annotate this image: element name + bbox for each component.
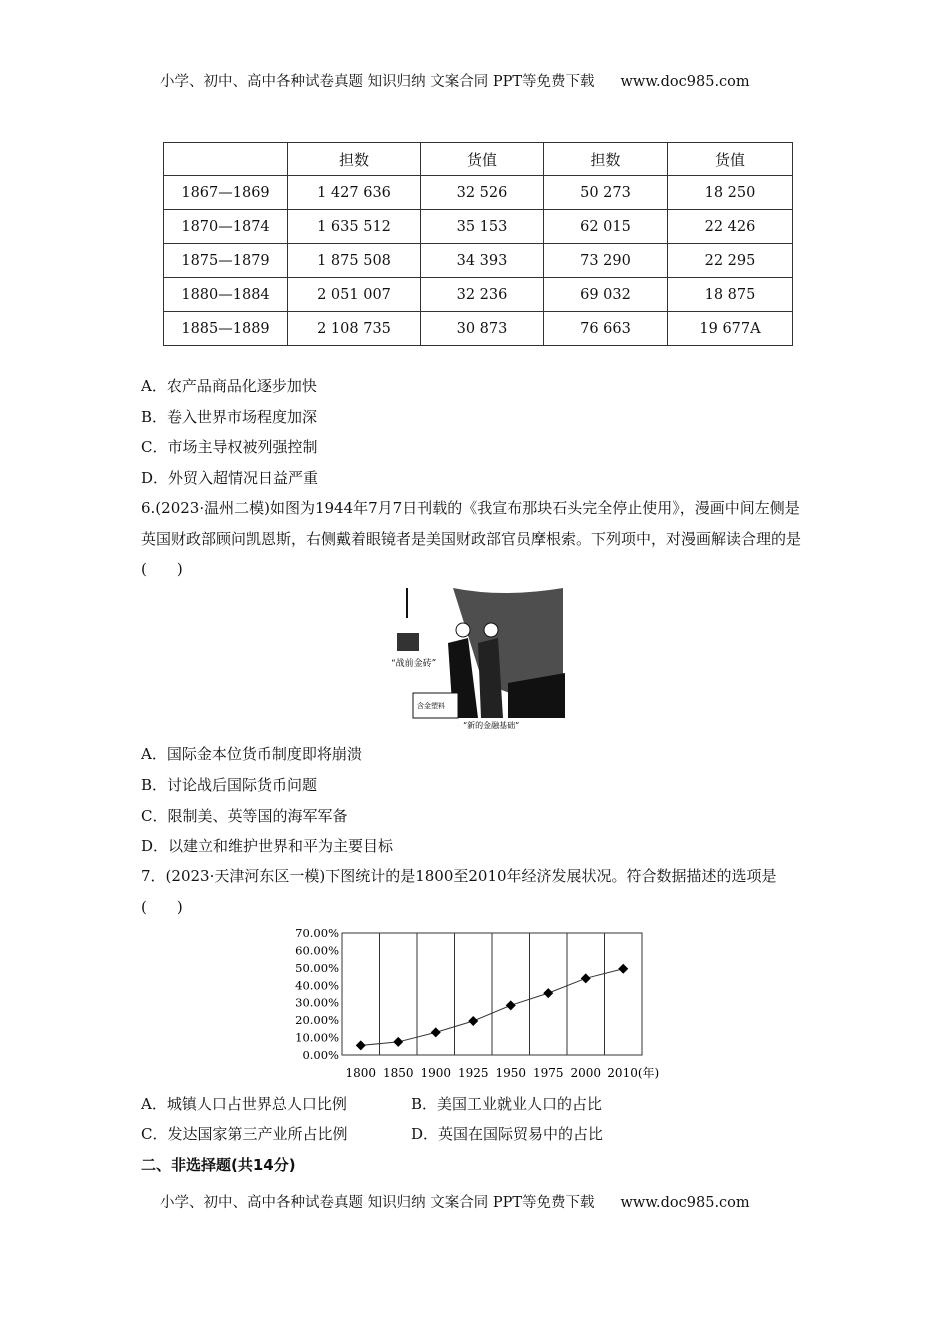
y-tick-label: 0.00% <box>302 1048 339 1062</box>
table-cell: 32 236 <box>421 278 544 312</box>
x-tick-label: 2000 <box>570 1066 602 1080</box>
question-7: 7．(2023·天津河东区一模)下图统计的是1800至2010年经济发展状况。符合数据描述的选项是( ) <box>141 867 777 916</box>
column-header: 担数 <box>544 143 668 176</box>
y-tick-label: 10.00% <box>295 1030 339 1045</box>
gold-brick-icon <box>397 633 419 651</box>
table-cell: 1875—1879 <box>164 244 288 278</box>
option-c: C．限制美、英等国的海军军备 <box>141 807 348 825</box>
table-cell: 18 250 <box>668 176 793 210</box>
table-cell: 32 526 <box>421 176 544 210</box>
cartoon-image <box>383 588 565 732</box>
y-tick-label: 30.00% <box>295 995 339 1010</box>
trade-table <box>163 142 793 346</box>
column-header: 货值 <box>668 143 793 176</box>
table-cell: 35 153 <box>421 210 544 244</box>
table-row <box>164 210 793 244</box>
table-cell: 62 015 <box>544 210 668 244</box>
x-tick-label: 2010(年) <box>607 1066 660 1080</box>
table-cell: 1 875 508 <box>288 244 421 278</box>
x-tick-label: 1800 <box>345 1066 377 1080</box>
page-footer <box>160 1191 750 1212</box>
x-tick-label: 1950 <box>495 1066 527 1080</box>
table-header-row <box>164 143 793 176</box>
option-b: B．卷入世界市场程度加深 <box>141 408 318 426</box>
cartoon-label: “战前金砖” <box>391 659 437 669</box>
data-point <box>393 1037 403 1047</box>
header-url[interactable]: www.doc985.com <box>620 74 750 90</box>
table-cell: 76 663 <box>544 312 668 346</box>
y-tick-label: 70.00% <box>295 926 339 940</box>
data-point <box>506 1000 516 1010</box>
footer-url[interactable]: www.doc985.com <box>620 1195 750 1211</box>
x-tick-label: 1975 <box>532 1066 564 1080</box>
table-row <box>164 244 793 278</box>
table-cell: 1867—1869 <box>164 176 288 210</box>
option-a: A．国际金本位货币制度即将崩溃 <box>141 745 362 763</box>
table-cell: 34 393 <box>421 244 544 278</box>
table-row <box>164 176 793 210</box>
table-cell: 30 873 <box>421 312 544 346</box>
cartoon-label: 含金塑料 <box>417 702 445 710</box>
table-cell: 73 290 <box>544 244 668 278</box>
option-d: D．以建立和维护世界和平为主要目标 <box>141 837 394 855</box>
data-point <box>431 1027 441 1037</box>
option-b: B．讨论战后国际货币问题 <box>141 776 318 794</box>
data-point <box>468 1016 478 1026</box>
table-cell: 1870—1874 <box>164 210 288 244</box>
table-cell: 50 273 <box>544 176 668 210</box>
option-a: A．农产品商品化逐步加快 <box>141 377 317 395</box>
table-cell: 1 635 512 <box>288 210 421 244</box>
data-point <box>581 973 591 983</box>
footer-text: 小学、初中、高中各种试卷真题 知识归纳 文案合同 PPT等免费下载 <box>160 1195 595 1211</box>
x-tick-label: 1925 <box>457 1066 489 1080</box>
option-a: A．城镇人口占世界总人口比例 <box>141 1095 347 1113</box>
section-heading: 二、非选择题(共14分) <box>141 1156 296 1174</box>
line-chart <box>290 920 660 1085</box>
y-tick-label: 20.00% <box>295 1013 339 1028</box>
table-cell: 2 051 007 <box>288 278 421 312</box>
option-d: D．英国在国际贸易中的占比 <box>411 1125 604 1143</box>
y-tick-label: 40.00% <box>295 978 339 993</box>
column-header: 担数 <box>288 143 421 176</box>
table-cell: 1880—1884 <box>164 278 288 312</box>
option-d: D．外贸入超情况日益严重 <box>141 469 319 487</box>
data-point <box>356 1040 366 1050</box>
option-b: B．美国工业就业人口的占比 <box>411 1095 603 1113</box>
data-point <box>543 988 553 998</box>
table-cell: 19 677A <box>668 312 793 346</box>
table-cell: 69 032 <box>544 278 668 312</box>
table-row <box>164 278 793 312</box>
option-c: C．发达国家第三产业所占比例 <box>141 1125 348 1143</box>
cartoon-label: “新的金融基础” <box>463 721 520 730</box>
y-tick-label: 60.00% <box>295 943 339 958</box>
table-cell: 1885—1889 <box>164 312 288 346</box>
header-text: 小学、初中、高中各种试卷真题 知识归纳 文案合同 PPT等免费下载 <box>160 74 595 90</box>
y-tick-label: 50.00% <box>295 960 339 975</box>
x-tick-label: 1850 <box>382 1066 414 1080</box>
table-cell: 22 295 <box>668 244 793 278</box>
option-c: C．市场主导权被列强控制 <box>141 438 318 456</box>
column-header: 货值 <box>421 143 544 176</box>
table-row <box>164 312 793 346</box>
x-tick-label: 1900 <box>420 1066 452 1080</box>
data-point <box>618 964 628 974</box>
table-cell: 18 875 <box>668 278 793 312</box>
page-header <box>160 70 750 91</box>
table-cell: 22 426 <box>668 210 793 244</box>
table-cell: 2 108 735 <box>288 312 421 346</box>
question-6: 6.(2023·温州二模)如图为1944年7月7日刊载的《我宣布那块石头完全停止使用》，漫画中间左侧是英国财政部顾问凯恩斯，右侧戴着眼镜者是美国财政部官员摩根索。下列项中，对漫画解读合理的是( ) <box>141 499 802 578</box>
table-cell: 1 427 636 <box>288 176 421 210</box>
column-header <box>164 143 288 176</box>
